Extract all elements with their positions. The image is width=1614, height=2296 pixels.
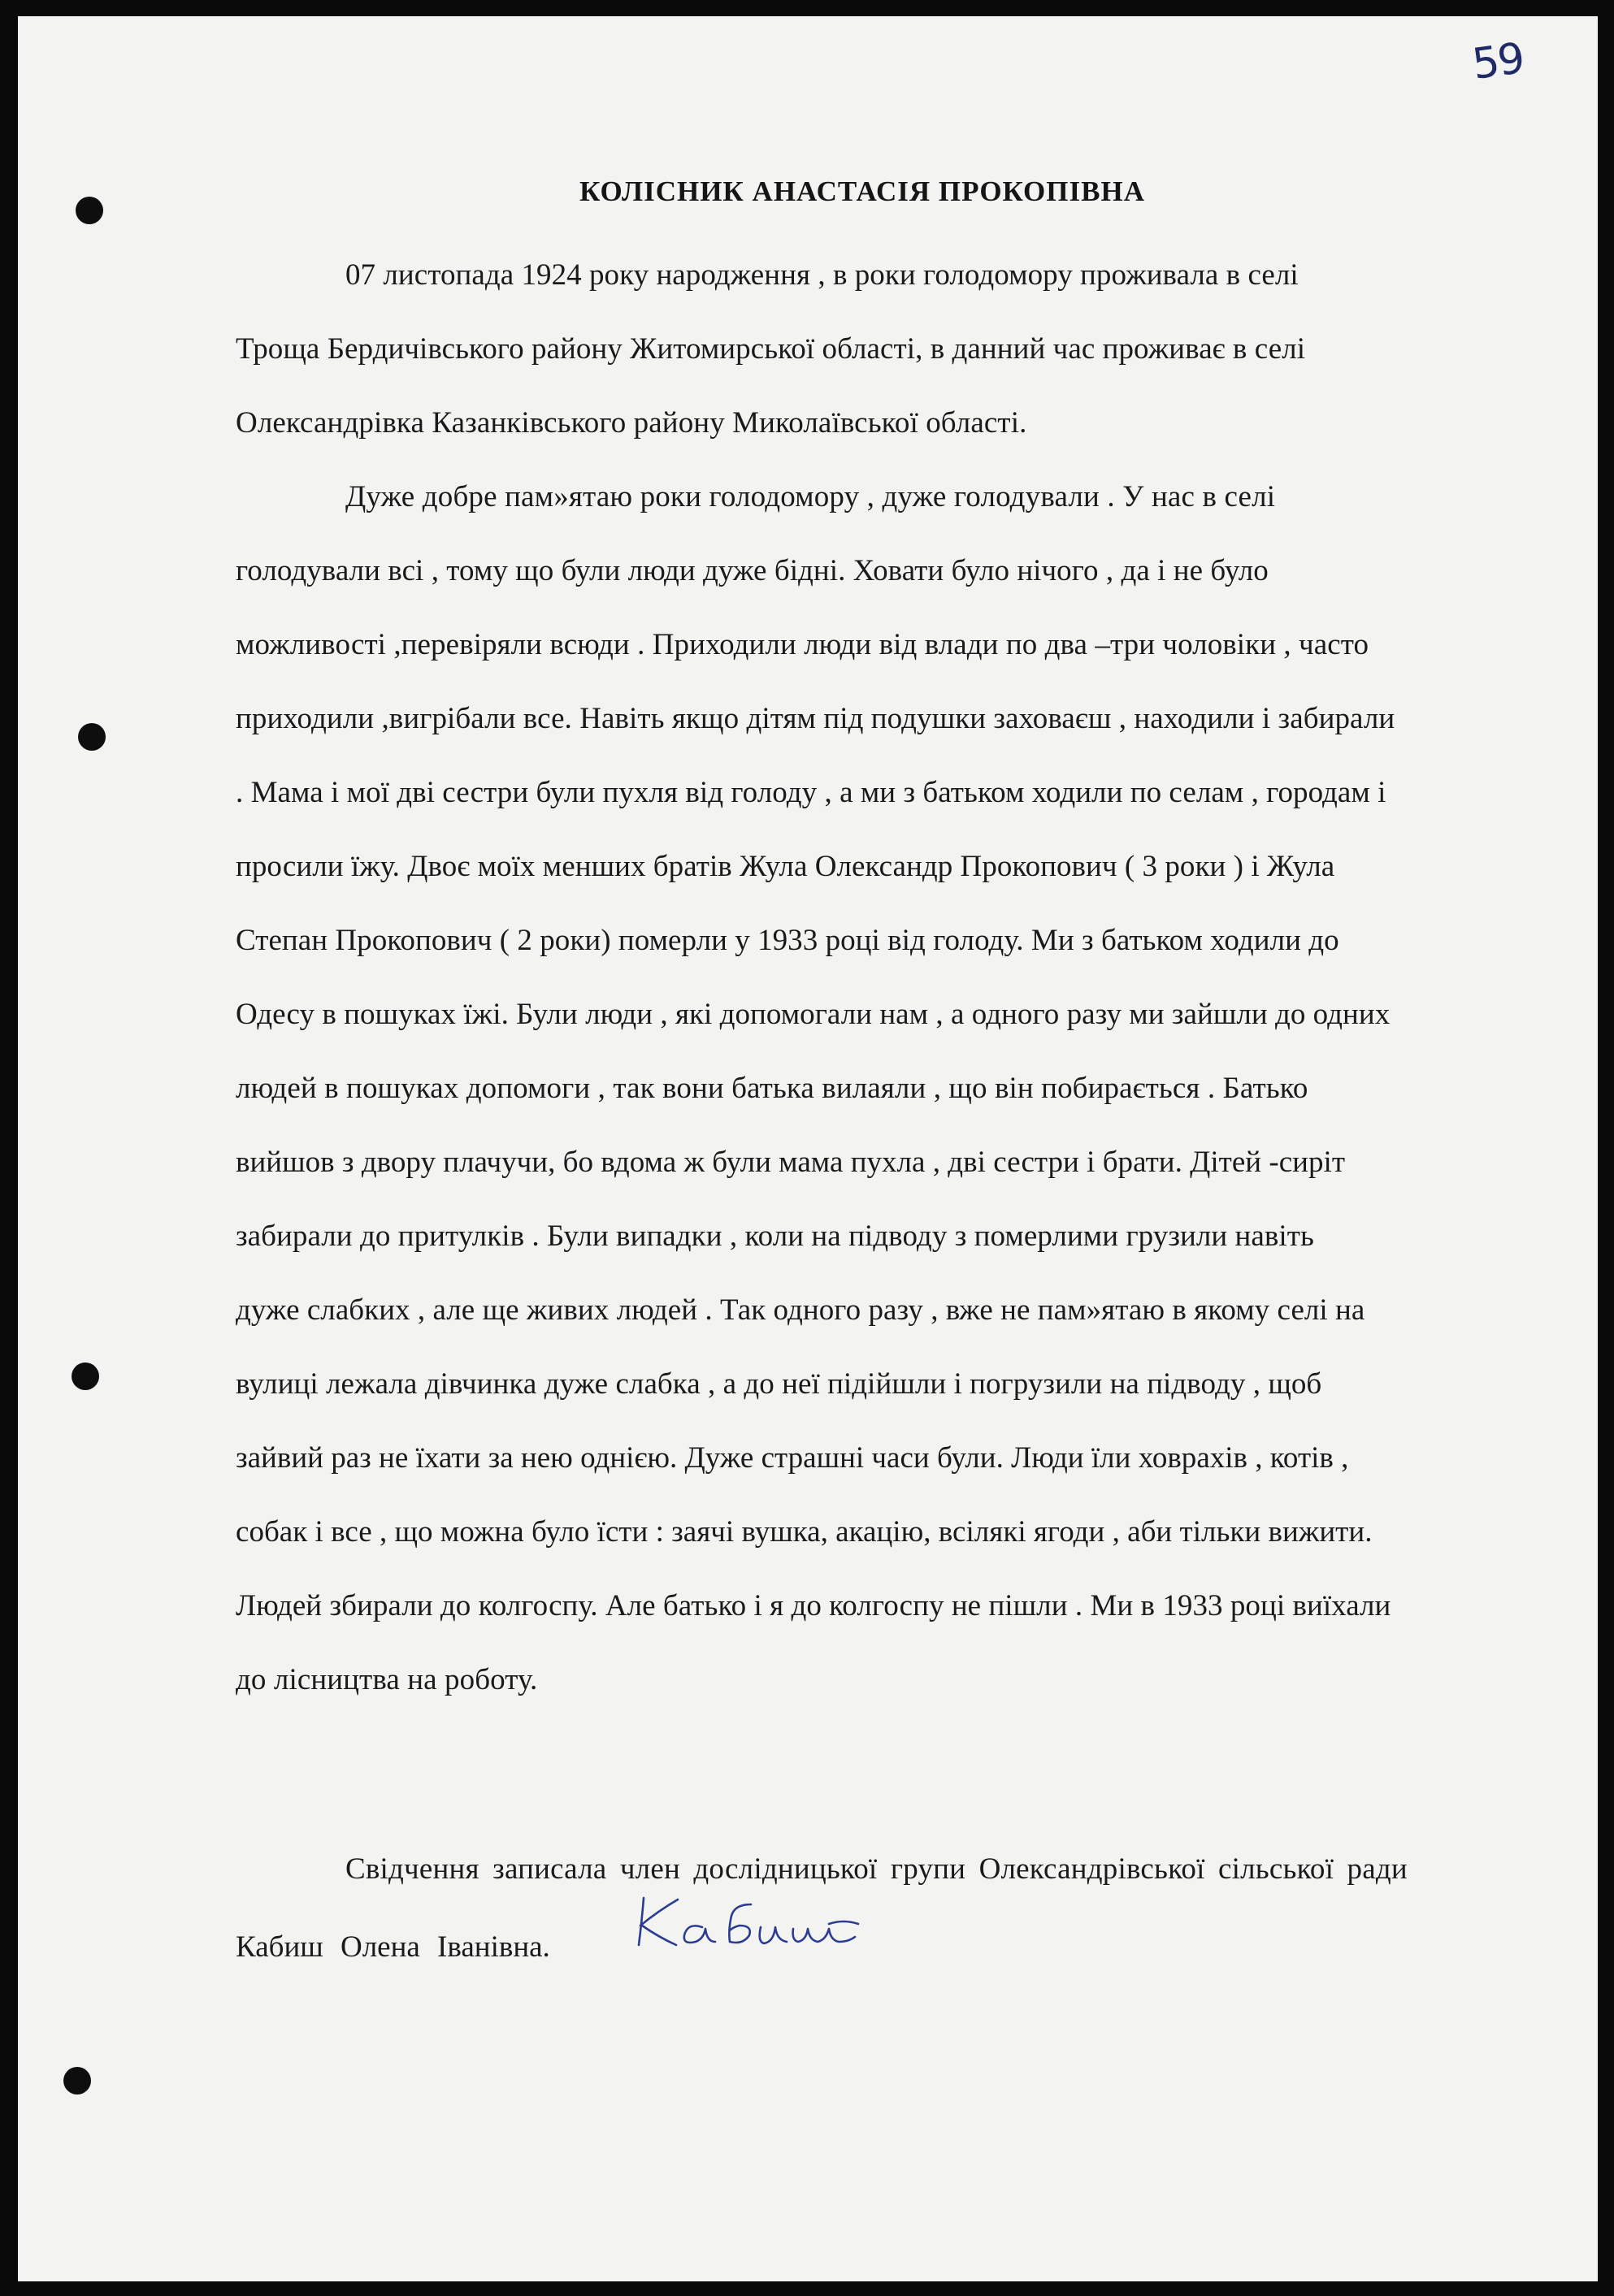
body-line: Олександрівка Казанківського району Миколаївської області. — [236, 406, 1027, 440]
body-line: вийшов з двору плачучи, бо вдома ж були мама пухла , дві сестри і брати. Дітей -сиріт — [236, 1146, 1346, 1179]
punch-hole-icon — [78, 723, 106, 751]
body-line: голодували всі , тому що були люди дуже бідні. Ховати було нічого , да і не було — [236, 554, 1269, 587]
body-line: Людей збирали до колгоспу. Але батько і я до колгоспу не пішли . Ми в 1933 році виїхали — [236, 1589, 1391, 1622]
body-line: забирали до притулків . Були випадки , коли на підводу з померлими грузили навіть — [236, 1219, 1314, 1253]
body-line: дуже слабких , але ще живих людей . Так одного разу , вже не пам»ятаю в якому селі на — [236, 1293, 1365, 1327]
page-title: КОЛІСНИК АНАСТАСІЯ ПРОКОПІВНА — [579, 175, 1145, 207]
punch-hole-icon — [63, 2067, 91, 2095]
body-line: просили їжу. Двоє моїх менших братів Жула Олександр Прокопович ( 3 роки ) і Жула — [236, 850, 1335, 883]
body-line: до лісництва на роботу. — [236, 1663, 538, 1696]
punch-hole-icon — [72, 1362, 99, 1390]
footer-line: Свідчення записала член дослідницької групи Олександрівської сільської ради — [345, 1852, 1408, 1886]
body-line: Троща Бердичівського району Житомирської області, в данний час проживає в селі — [236, 332, 1306, 366]
footer-line: Кабиш Олена Іванівна. — [236, 1930, 550, 1964]
body-line: . Мама і мої дві сестри були пухля від голоду , а ми з батьком ходили по селам , городам і — [236, 776, 1386, 809]
body-line: зайвий раз не їхати за нею однією. Дуже страшні часи були. Люди їли ховрахів , котів , — [236, 1441, 1349, 1475]
body-line: людей в пошуках допомоги , так вони батька вилаяли , що він побирається . Батько — [236, 1072, 1308, 1105]
body-line: собак і все , що можна було їсти : заячі вушка, акацію, всілякі ягоди , аби тільки вижити. — [236, 1515, 1373, 1549]
signature — [631, 1891, 899, 1965]
body-line: вулиці лежала дівчинка дуже слабка , а до неї підійшли і погрузили на підводу , щоб — [236, 1367, 1322, 1401]
body-line: 07 листопада 1924 року народження , в роки голодомору проживала в селі — [345, 258, 1299, 292]
body-line: приходили ,вигрібали все. Навіть якщо дітям під подушки заховаєш , находили і забирали — [236, 702, 1395, 735]
body-line: Одесу в пошуках їжі. Були люди , які допомогали нам , а одного разу ми зайшли до одних — [236, 998, 1391, 1031]
body-line: Дуже добре пам»ятаю роки голодомору , дуже голодували . У нас в селі — [345, 480, 1276, 513]
document-page — [18, 16, 1598, 2281]
page-number: 59 — [1469, 33, 1527, 90]
body-line: можливості ,перевіряли всюди . Приходили люди від влади по два –три чоловіки , часто — [236, 628, 1369, 661]
body-line: Степан Прокопович ( 2 роки) померли у 1933 році від голоду. Ми з батьком ходили до — [236, 924, 1339, 957]
